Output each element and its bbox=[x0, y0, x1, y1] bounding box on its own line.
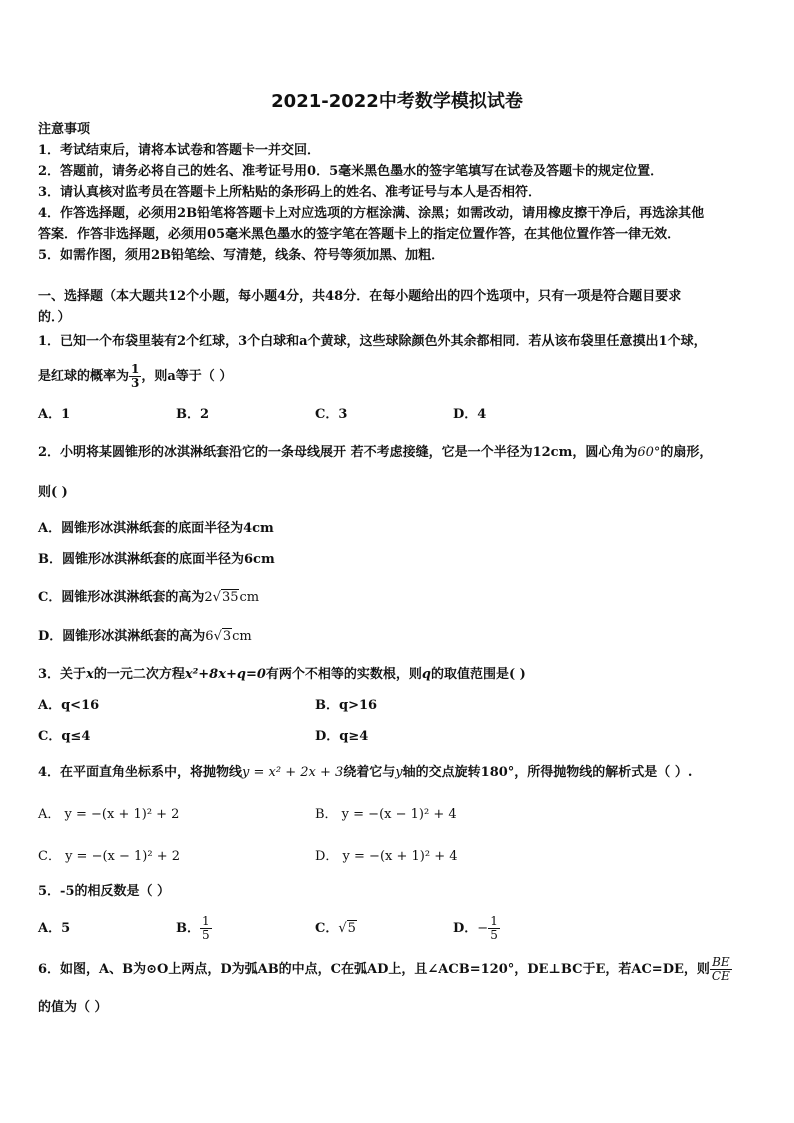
q2-option-a: A．圆锥形冰淇淋纸套的底面半径为4cm bbox=[38, 521, 274, 536]
q5-option-b-label: B． bbox=[176, 921, 200, 936]
notice-item-4-cont: 答案．作答非选择题，必须用05毫米黑色墨水的签字笔在答题卡上的指定位置作答，在其他位置作答一律无效． bbox=[38, 227, 681, 242]
notice-item-2: 2．答题前，请务必将自己的姓名、准考证号用0．5毫米黑色墨水的签字笔填写在试卷及答题卡的规定位置． bbox=[38, 164, 664, 179]
q6-text: 6．如图，A、B为⊙O上两点，D为弧AB的中点，C在弧AD上，且∠ACB=120°，DE⊥BC于E，若AC=DE，则 bbox=[38, 962, 710, 977]
q1-option-a: A．1 bbox=[38, 407, 71, 422]
q2-option-c-radicand: 35 bbox=[221, 590, 239, 605]
notice-heading: 注意事项 bbox=[38, 122, 91, 137]
q3-stem bbox=[38, 667, 526, 683]
q2-option-d-coef: 6 bbox=[205, 629, 214, 644]
q3-text-d: 的取值范围是( ) bbox=[431, 667, 526, 682]
q2-stem-cont: 则( ) bbox=[38, 485, 68, 500]
q5-option-d-den: 5 bbox=[490, 928, 498, 942]
notice-item-3: 3．请认真核对监考员在答题卡上所粘贴的条形码上的姓名、准考证号与本人是否相符． bbox=[38, 185, 542, 200]
q5-option-d-label: D． bbox=[453, 921, 478, 936]
q5-option-c-label: C． bbox=[315, 921, 339, 936]
q2-option-d-radicand: 3 bbox=[222, 629, 232, 644]
q5-option-b bbox=[176, 913, 212, 945]
q5-option-d-fraction bbox=[488, 915, 500, 942]
notice-item-1: 1．考试结束后，请将本试卷和答题卡一并交回． bbox=[38, 143, 321, 158]
q5-option-a: A．5 bbox=[38, 921, 71, 936]
q1-frac-num: 1 bbox=[131, 362, 140, 376]
notice-item-4: 4．作答选择题，必须用2B铅笔将答题卡上对应选项的方框涂满、涂黑；如需改动，请用橡皮擦干净后，再选涂其他 bbox=[38, 206, 705, 221]
q6-fraction bbox=[710, 956, 732, 983]
q5-option-d-sign: − bbox=[477, 921, 489, 936]
q1-option-b: B．2 bbox=[176, 407, 210, 422]
q1-option-d: D．4 bbox=[453, 407, 487, 422]
q4-stem bbox=[38, 765, 692, 781]
q1-option-c: C．3 bbox=[315, 407, 348, 422]
q4-text-a: 4．在平面直角坐标系中，将抛物线 bbox=[38, 765, 243, 780]
q3-equation: x²+8x+q=0 bbox=[184, 667, 266, 682]
q3-option-c: C．q≤4 bbox=[38, 729, 91, 744]
q5-option-b-den: 5 bbox=[202, 928, 210, 942]
q2-option-c-text: C．圆锥形冰淇淋纸套的高为 bbox=[38, 590, 205, 605]
q3-text-b: 的一元二次方程 bbox=[93, 667, 185, 682]
q6-frac-num: BE bbox=[712, 955, 730, 969]
q2-stem bbox=[38, 445, 712, 461]
q6-stem bbox=[38, 955, 732, 985]
q4-option-a: A． y = −(x + 1)² + 2 bbox=[38, 807, 180, 822]
q3-var-x: x bbox=[86, 667, 94, 682]
q3-var-q: q bbox=[421, 667, 431, 682]
q1-stem-cont bbox=[38, 362, 232, 392]
q5-option-b-fraction bbox=[200, 915, 212, 942]
q6-stem-cont: 的值为（ ） bbox=[38, 1000, 108, 1015]
q4-equation: y = x² + 2x + 3 bbox=[242, 765, 344, 780]
q2-text-b: 的扇形， bbox=[660, 445, 713, 460]
section-heading: 一、选择题（本大题共12个小题，每小题4分，共48分．在每小题给出的四个选项中，只有一项是符合题目要求 bbox=[38, 289, 682, 304]
q6-frac-den: CE bbox=[711, 969, 730, 983]
q3-option-d: D．q≥4 bbox=[315, 729, 369, 744]
q3-text-c: 有两个不相等的实数根，则 bbox=[265, 667, 422, 682]
q2-option-c-unit: cm bbox=[239, 590, 260, 605]
q3-text-a: 3．关于 bbox=[38, 667, 87, 682]
q4-option-d: D． y = −(x + 1)² + 4 bbox=[315, 849, 458, 864]
q2-option-d: D．圆锥形冰淇淋纸套的高为6√3cm bbox=[38, 629, 252, 644]
q3-option-a: A．q<16 bbox=[38, 698, 100, 713]
exam-title: 2021-2022中考数学模拟试卷 bbox=[271, 91, 523, 112]
q1-text-b: ，则a等于（ ） bbox=[141, 369, 233, 384]
q4-option-c: C． y = −(x − 1)² + 2 bbox=[38, 849, 181, 864]
q1-stem: 1．已知一个布袋里装有2个红球，3个白球和a个黄球，这些球除颜色外其余都相同．若从该布袋里任意摸出1个球， bbox=[38, 334, 707, 349]
q2-option-d-unit: cm bbox=[232, 629, 252, 644]
q1-fraction bbox=[129, 363, 141, 390]
notice-item-5: 5．如需作图，须用2B铅笔绘、写清楚，线条、符号等须加黑、加粗． bbox=[38, 248, 445, 263]
q2-option-d-text: D．圆锥形冰淇淋纸套的高为 bbox=[38, 629, 206, 644]
section-heading-cont: 的．） bbox=[38, 310, 71, 325]
q5-option-c: C．√5 bbox=[315, 921, 356, 936]
q5-option-c-radicand: 5 bbox=[347, 921, 356, 936]
q1-frac-den: 3 bbox=[131, 376, 140, 390]
q4-var-y: y bbox=[395, 765, 403, 780]
q2-option-c-coef: 2 bbox=[204, 590, 213, 605]
q2-option-b: B．圆锥形冰淇淋纸套的底面半径为6cm bbox=[38, 552, 275, 567]
q5-option-d bbox=[453, 913, 500, 945]
q2-angle: 60° bbox=[637, 445, 661, 460]
q2-option-c: C．圆锥形冰淇淋纸套的高为2√35cm bbox=[38, 590, 260, 605]
q4-option-b: B． y = −(x − 1)² + 4 bbox=[315, 807, 457, 822]
q3-option-b: B．q>16 bbox=[315, 698, 378, 713]
q5-option-b-num: 1 bbox=[202, 914, 210, 928]
q2-text-a: 2．小明将某圆锥形的冰淇淋纸套沿它的一条母线展开 若不考虑接缝，它是一个半径为12cm，圆心角为 bbox=[38, 445, 638, 460]
q4-text-c: 轴的交点旋转180°，所得抛物线的解析式是（ ）. bbox=[402, 765, 693, 780]
q4-text-b: 绕着它与 bbox=[343, 765, 396, 780]
q1-text-a: 是红球的概率为 bbox=[38, 369, 130, 384]
q5-option-d-num: 1 bbox=[490, 914, 498, 928]
q5-stem: 5．-5的相反数是（ ） bbox=[38, 884, 171, 899]
